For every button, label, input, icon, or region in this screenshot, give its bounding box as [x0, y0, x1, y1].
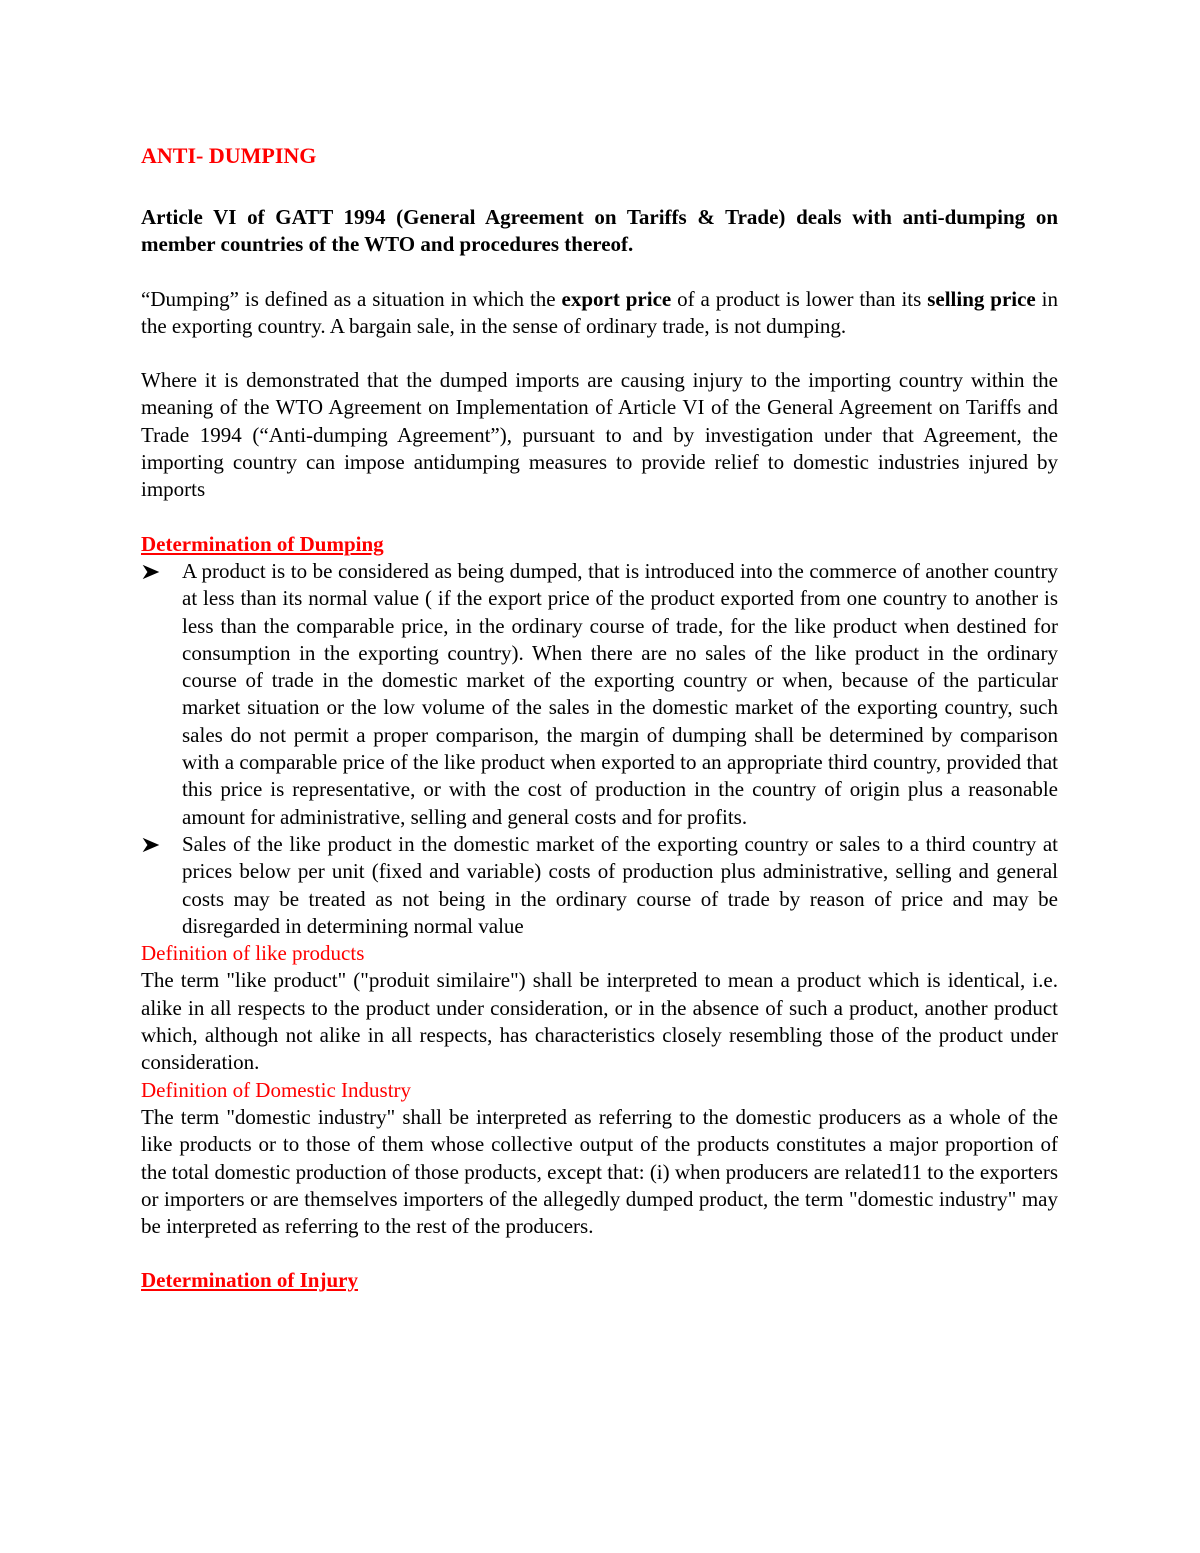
list-item: [141, 558, 1058, 831]
dumping-definition-paragraph: [141, 286, 1058, 341]
list-item-text: Sales of the like product in the domestic market of the exporting country or sales to a third country at prices below per unit (fixed and variable) costs of production plus administrative, selling and general costs may be treated as not being in the ordinary course of trade by reason of price and may be disregarded in determining normal value: [182, 831, 1058, 938]
arrow-bullet-icon: [141, 558, 163, 585]
intro-paragraph: Article VI of GATT 1994 (General Agreement on Tariffs & Trade) deals with anti-dumping on member countries of the WTO and procedures thereof.: [141, 205, 1058, 257]
determination-of-dumping-heading: Determination of Dumping: [141, 531, 384, 556]
dumping-def-text-1: “Dumping” is defined as a situation in which the: [141, 286, 562, 311]
dumping-def-text-2: of a product is lower than its: [671, 286, 928, 311]
dumping-def-text-3: in the exporting country. A bargain sale, in the sense of ordinary trade, is not dumping.: [141, 286, 1059, 338]
list-item: [141, 831, 1058, 940]
domestic-industry-paragraph: The term "domestic industry" shall be interpreted as referring to the domestic producers as a whole of the like products or to those of them whose collective output of the products constitutes a major proportion of the total domestic production of those products, except that: (i) when producers are related11 to the exporters or importers or are themselves importers of the allegedly dumped product, the term "domestic industry" may be interpreted as referring to the rest of the producers.: [141, 1104, 1058, 1239]
domestic-industry-heading: Definition of Domestic Industry: [141, 1077, 412, 1102]
dumping-criteria-list: [141, 558, 1058, 940]
list-item-text: A product is to be considered as being dumped, that is introduced into the commerce of another country at less than its normal value ( if the export price of the product exported from one country to another is less than the comparable price, in the ordinary course of trade, for the like product when destined for consumption in the exporting country). When there are no sales of the like product in the ordinary course of trade in the domestic market of the exporting country or when, because of the particular market situation or the low volume of the sales in the domestic market of the exporting country, such sales do not permit a proper comparison, the margin of dumping shall be determined by comparison with a comparable price of the like product when exported to an appropriate third country, provided that this price is representative, or with the cost of production in the country of origin plus a reasonable amount for administrative, selling and general costs and for profits.: [182, 558, 1058, 829]
determination-of-injury-heading: Determination of Injury: [141, 1268, 358, 1293]
like-products-paragraph: The term "like product" ("produit similaire") shall be interpreted to mean a product which is identical, i.e. alike in all respects to the product under consideration, or in the absence of such a product, another product which, although not alike in all respects, has characteristics closely resembling those of the product under consideration.: [141, 968, 1058, 1075]
injury-paragraph: Where it is demonstrated that the dumped imports are causing injury to the importing country within the meaning of the WTO Agreement on Implementation of Article VI of the General Agreement on Tariffs and Trade 1994 (“Anti-dumping Agreement”), pursuant to and by investigation under that Agreement, the importing country can impose antidumping measures to provide relief to domestic industries injured by imports: [141, 368, 1058, 502]
document-title: ANTI- DUMPING: [141, 143, 317, 168]
like-products-heading: Definition of like products: [141, 941, 365, 966]
arrow-bullet-icon: [141, 831, 163, 858]
selling-price-term: selling price: [927, 286, 1036, 311]
document-page: [141, 142, 1058, 1295]
export-price-term: export price: [561, 286, 672, 311]
